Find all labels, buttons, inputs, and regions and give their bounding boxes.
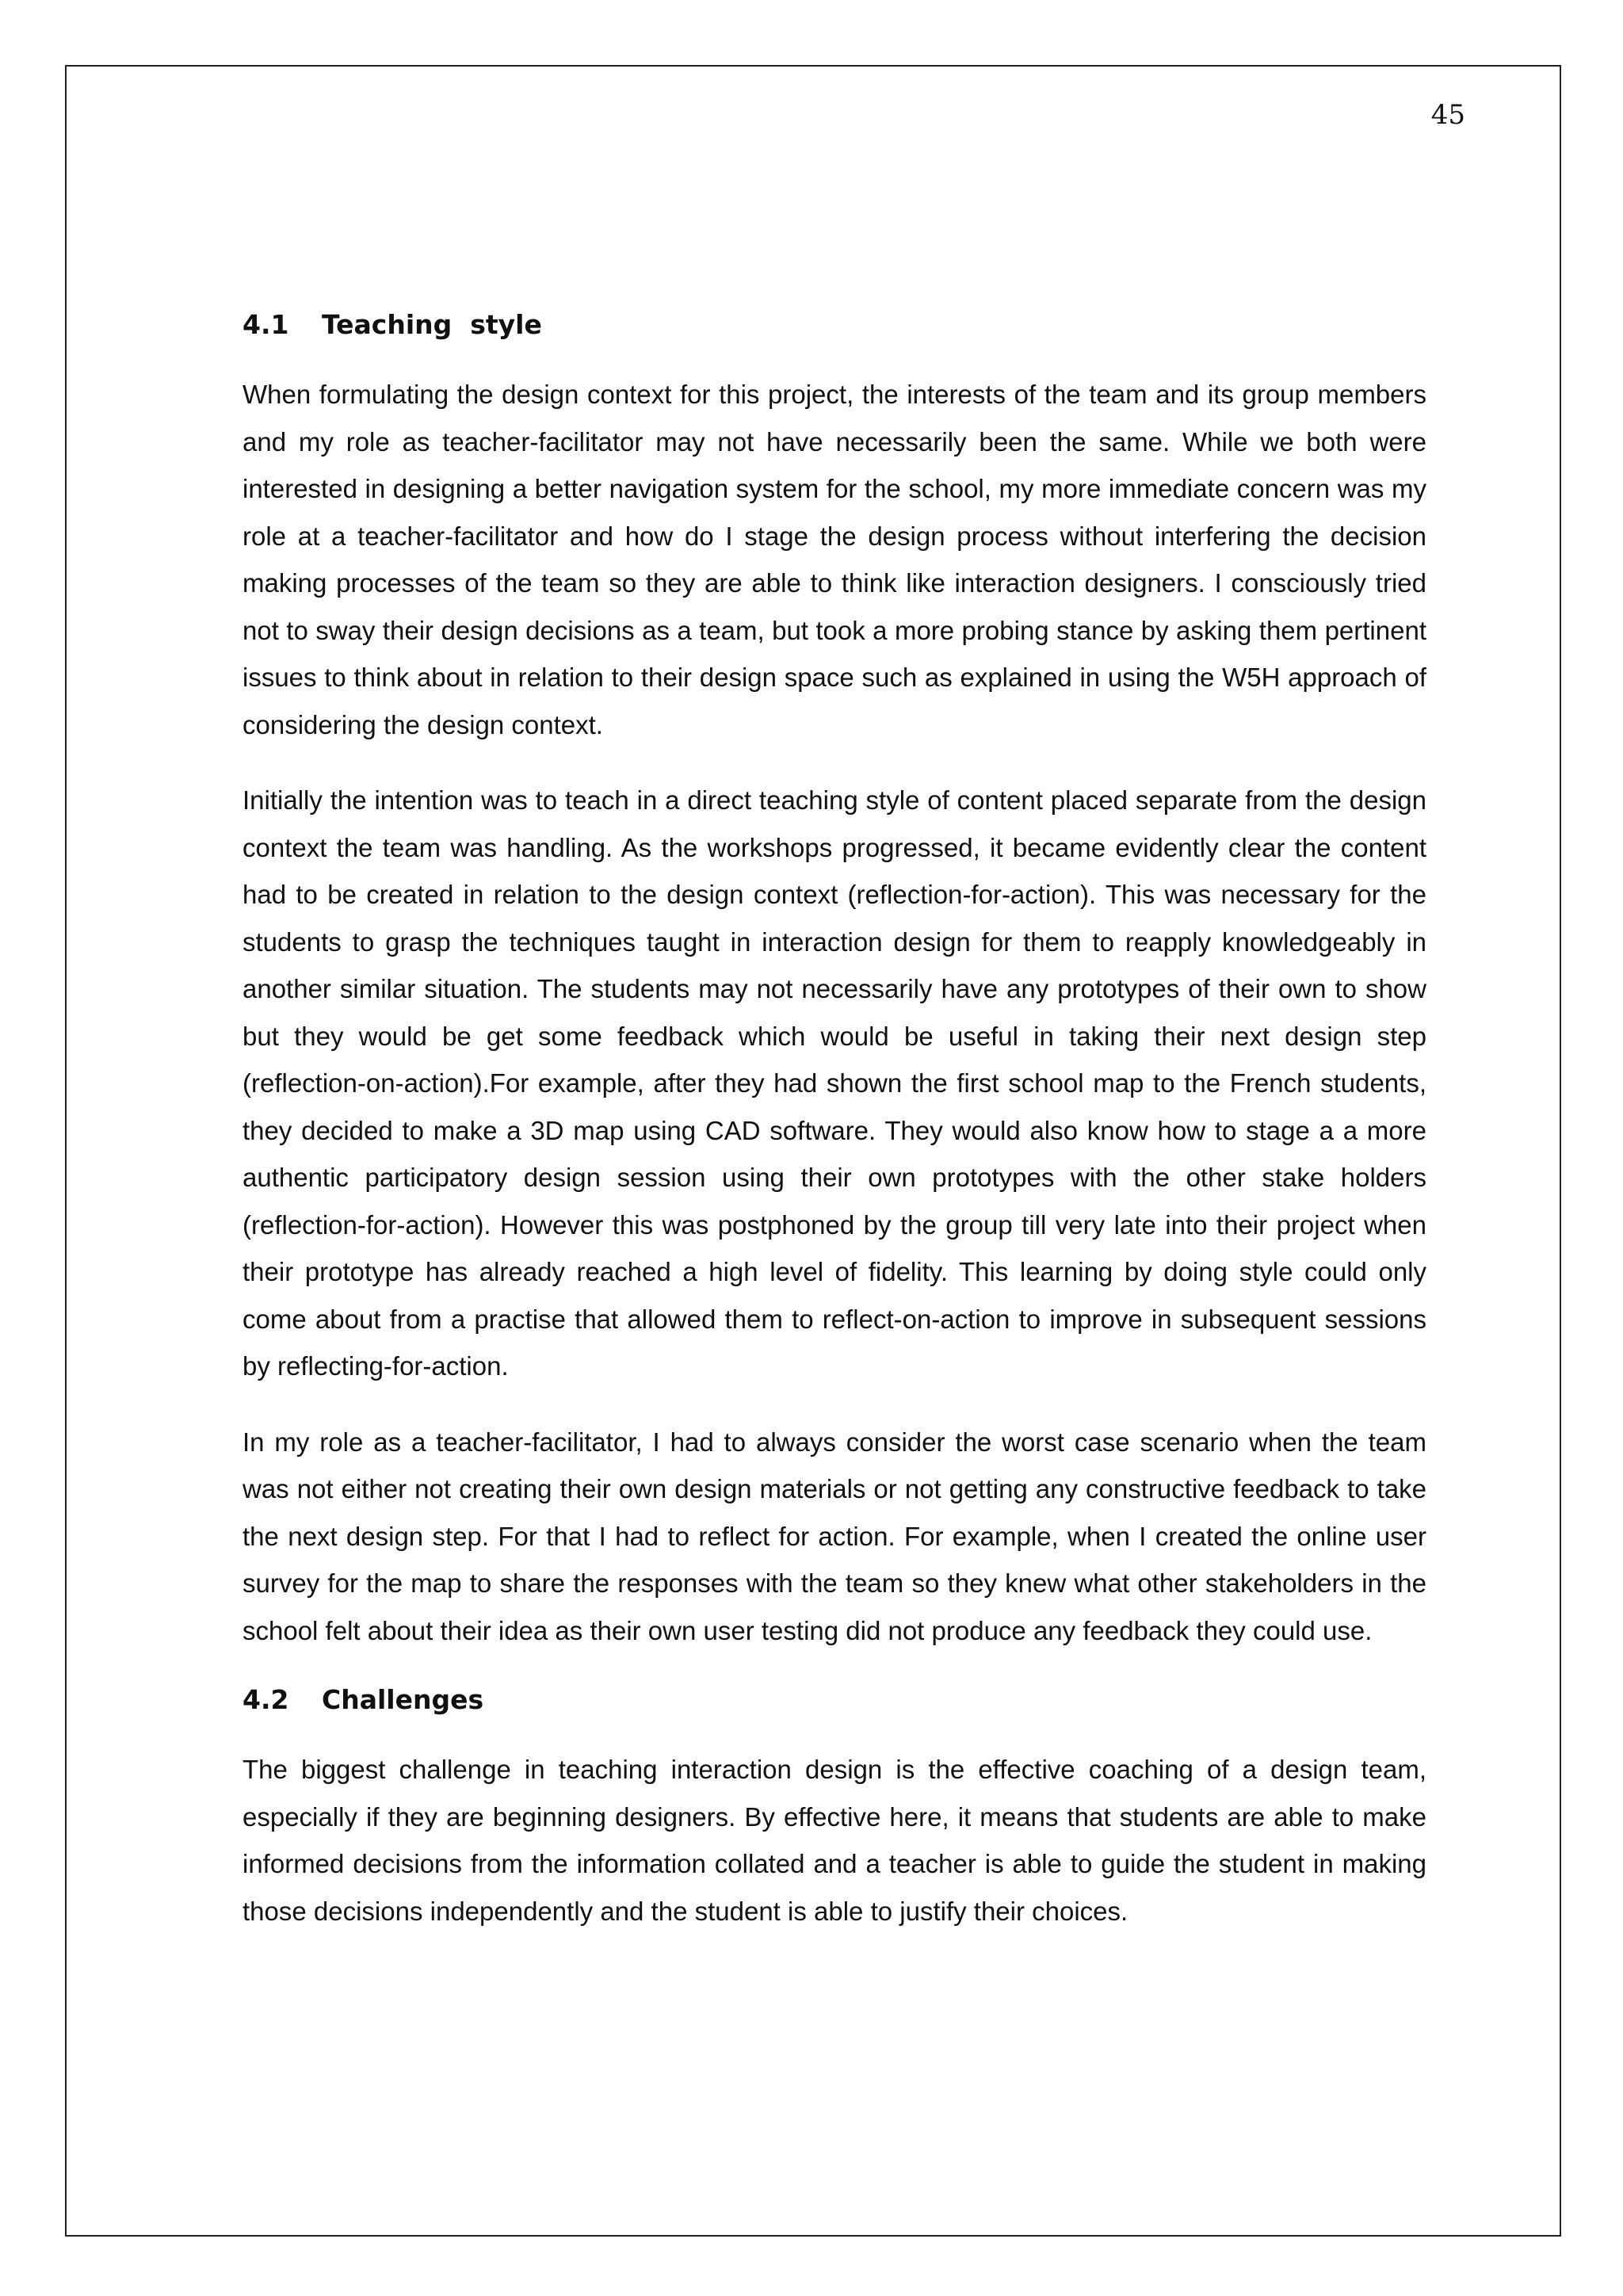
section-heading-teaching-style [242,301,1426,349]
page-number: 45 [1430,99,1465,131]
paragraph: Initially the intention was to teach in a direct teaching style of content placed separate from the design context the team was handling. As the workshops progressed, it became evidently clear the content had to be created in relation to the design context (reflection-for-action). This was necessary for the students to grasp the techniques taught in interaction design for them to reapply knowledgeably in another similar situation. The students may not necessarily have any prototypes of their own to show but they would be get some feedback which would be useful in taking their next design step (reflection-on-action).For example, after they had shown the first school map to the French students, they decided to make a 3D map using CAD software. They would also know how to stage a a more authentic participatory design session using their own prototypes with the other stake holders (reflection-for-action). However this was postphoned by the group till very late into their project when their prototype has already reached a high level of fidelity. This learning by doing style could only come about from a practise that allowed them to reflect-on-action to improve in subsequent sessions by reflecting-for-action. [242,785,1426,1381]
section-title: Challenges [322,1684,484,1715]
section-title: Teaching style [322,309,542,340]
section-number: 4.2 [242,1684,289,1715]
paragraph: When formulating the design context for this project, the interests of the team and its group members and my role as teacher-facilitator may not have necessarily been the same. While we both were interested in designing a better navigation system for the school, my more immediate concern was my role at a teacher-facilitator and how do I stage the design process without interfering the decision making processes of the team so they are able to think like interaction designers. I consciously tried not to sway their design decisions as a team, but took a more probing stance by asking them pertinent issues to think about in relation to their design space such as explained in using the W5H approach of considering the design context. [242,380,1426,739]
document-body [242,301,1426,1935]
section-number: 4.1 [242,309,289,340]
paragraph: In my role as a teacher-facilitator, I had to always consider the worst case scenario when the team was not either not creating their own design materials or not getting any constructive feedback to take the next design step. For that I had to reflect for action. For example, when I created the online user survey for the map to share the responses with the team so they knew what other stakeholders in the school felt about their idea as their own user testing did not produce any feedback they could use. [242,1427,1426,1645]
paragraph: The biggest challenge in teaching interaction design is the effective coaching of a design team, especially if they are beginning designers. By effective here, it means that students are able to make informed decisions from the information collated and a teacher is able to guide the student in making those decisions independently and the student is able to justify their choices. [242,1755,1426,1926]
section-heading-challenges [242,1676,1426,1724]
